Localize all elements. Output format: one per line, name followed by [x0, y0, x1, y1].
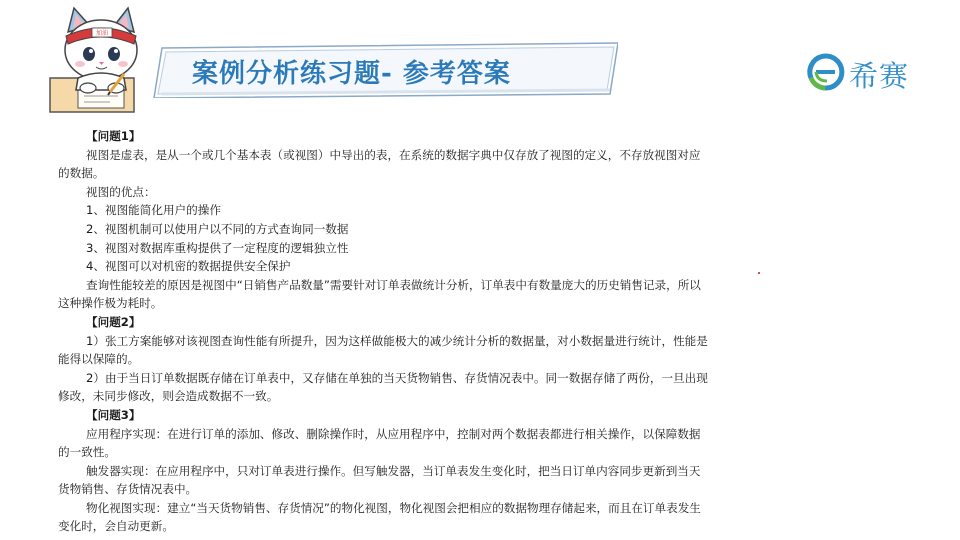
q1-advantage-item: 3、视图对数据库重构提供了一定程度的逻辑独立性 — [86, 240, 349, 255]
q3-paragraph-2: 触发器实现：在应用程序中，只对订单表进行操作。但写触发器，当订单表发生变化时，把当日订单内容同步更新到当天货物销售、存货情况表中。 — [58, 463, 701, 497]
q1-advantage-item: 1、视图能简化用户的操作 — [86, 203, 221, 218]
q1-advantage-item: 2、视图机制可以使用户以不同的方式查询同一数据 — [86, 221, 349, 236]
question-3-heading: 【问题3】 — [86, 407, 141, 422]
logo-text: 希赛 — [849, 59, 910, 93]
title-banner — [148, 42, 618, 98]
q2-paragraph-2: 2）由于当日订单数据既存储在订单表中，又存储在单独的当天货物销售、存货情况表中。同一数据存储了两份，一旦出现修改，未同步修改，则会造成数据不一致。 — [58, 370, 708, 404]
q1-paragraph-2: 查询性能较差的原因是视图中“日销售产品数量”需要针对订单表做统计分析，订单表中有数量庞大的历史销售记录，所以这种操作极为耗时。 — [58, 277, 701, 311]
q1-paragraph-1: 视图是虚表，是从一个或几个基本表（或视图）中导出的表，在系统的数据字典中仅存放了视图的定义，不存放视图对应的数据。 — [58, 147, 701, 181]
e-logo-icon — [805, 52, 845, 92]
cat-mascot-icon — [44, 4, 154, 116]
svg-text:加油: 加油 — [95, 30, 109, 37]
q2-paragraph-1: 1）张工方案能够对该视图查询性能有所提升，因为这样做能极大的减少统计分析的数据量，对小数据量进行统计，性能是能得以保障的。 — [58, 333, 708, 367]
page-title: 案例分析练习题- 参考答案 — [192, 59, 511, 89]
q3-paragraph-1: 应用程序实现：在进行订单的添加、修改、删除操作时，从应用程序中，控制对两个数据表都进行相关操作，以保障数据的一致性。 — [58, 426, 701, 460]
red-dot-mark — [758, 272, 760, 274]
q1-advantage-item: 4、视图可以对机密的数据提供安全保护 — [86, 259, 291, 274]
q1-advantages-title: 视图的优点： — [86, 184, 156, 199]
answer-content — [58, 127, 710, 536]
brand-logo — [805, 52, 930, 92]
q3-paragraph-3: 物化视图实现：建立“当天货物销售、存货情况”的物化视图，物化视图会把相应的数据物理存储起来，而且在订单表发生变化时，会自动更新。 — [58, 500, 701, 534]
question-2-heading: 【问题2】 — [86, 314, 141, 329]
question-1-heading: 【问题1】 — [86, 129, 141, 143]
